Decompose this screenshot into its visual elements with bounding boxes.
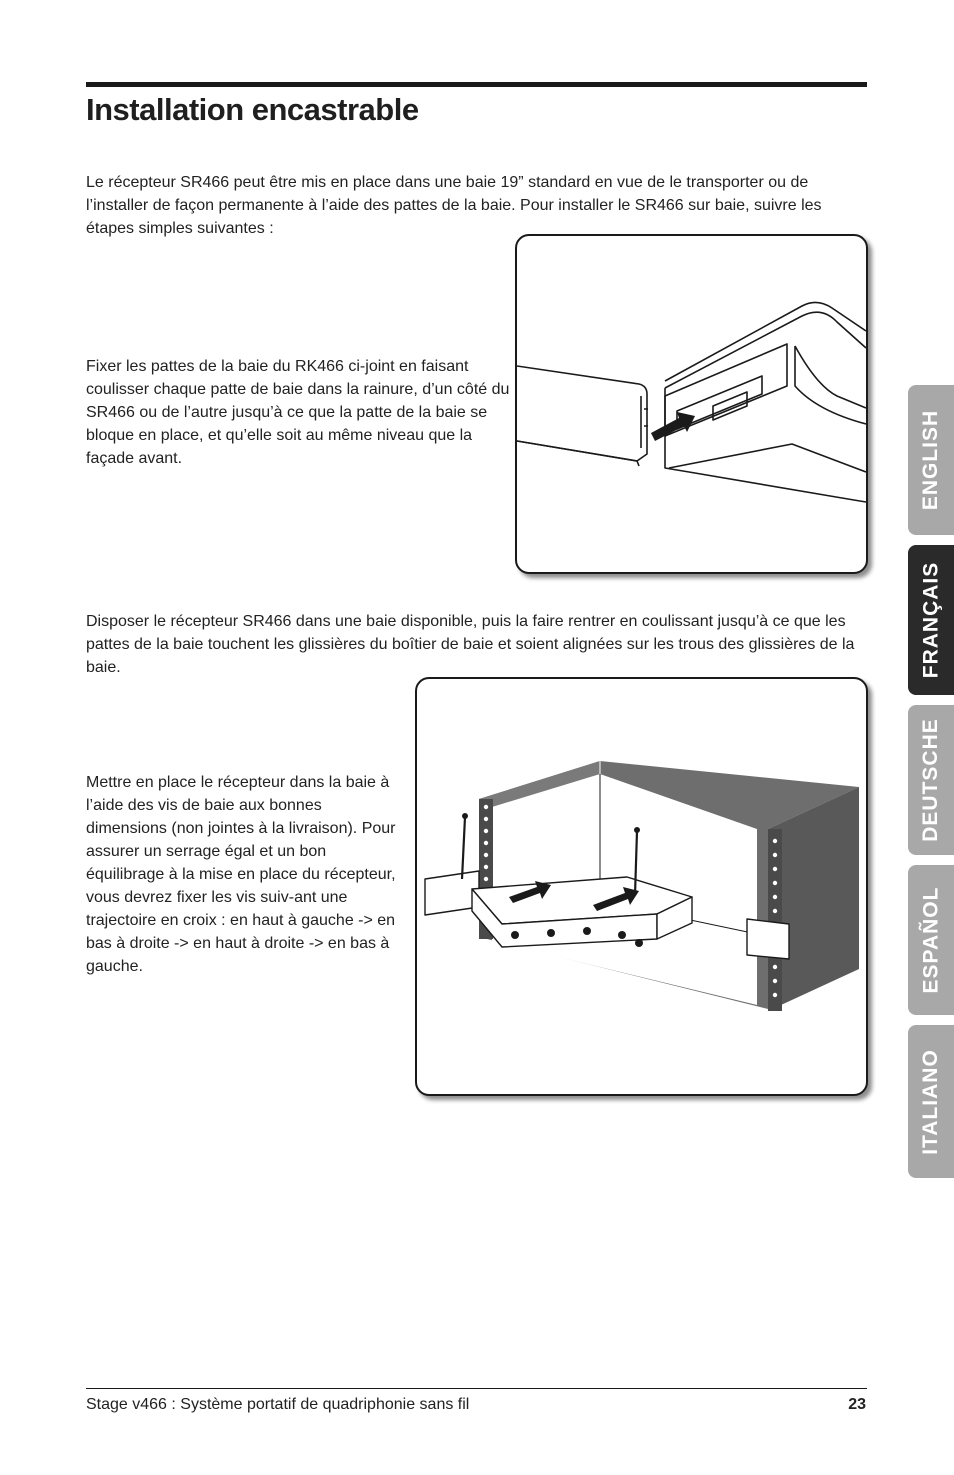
step1-paragraph: Fixer les pattes de la baie du RK466 ci-joint en faisant coulisser chaque patte de baie dans la rainure, d’un côté du SR466 ou de l’autre jusqu’à ce que la patte de la baie se bloque en place, et qu’elle soit au même niveau que la façade avant. bbox=[86, 358, 510, 467]
tab-deutsche-label: DEUTSCHE bbox=[919, 718, 943, 842]
step2-paragraph: Disposer le récepteur SR466 dans une baie disponible, puis la faire rentrer en coulissant jusqu’à ce que les pattes de la baie touchent les glissières du boîtier de baie et soient alignées sur les trous des glissières de la baie. bbox=[86, 613, 855, 676]
footer-rule bbox=[86, 1388, 867, 1389]
rack-mount-illustration bbox=[415, 677, 868, 1096]
step3-paragraph: Mettre en place le récepteur dans la baie à l’aide des vis de baie aux bonnes dimensions (non jointes à la livraison). Pour assurer un serrage égal et un bon équilibrage à la mise en place du récepteur, vous devrez fixer les vis suiv-ant une trajectoire en croix : en haut à gauche -> en bas à droite -> en haut à droite -> en bas à gauche. bbox=[86, 774, 396, 975]
footer-title: Stage v466 : Système portatif de quadriphonie sans fil bbox=[86, 1396, 470, 1413]
intro-paragraph: Le récepteur SR466 peut être mis en place dans une baie 19” standard en vue de le transporter ou de l’installer de façon permanente à l’aide des pattes de la baie. Pour installer le SR466 sur baie, suivre les étapes simples suivantes : bbox=[86, 174, 822, 237]
tab-espanol-label: ESPAÑOL bbox=[919, 886, 942, 994]
tab-italiano-label: ITALIANO bbox=[919, 1048, 943, 1155]
rack-ear-illustration bbox=[515, 234, 868, 574]
rack-ear-drawing bbox=[517, 236, 866, 572]
tab-deutsche[interactable] bbox=[908, 705, 954, 855]
tab-english-label: ENGLISH bbox=[919, 409, 942, 511]
top-rule bbox=[86, 82, 867, 87]
tab-espanol[interactable] bbox=[908, 865, 954, 1015]
tab-francais-label: FRANÇAIS bbox=[919, 561, 942, 679]
rack-cabinet-drawing bbox=[417, 679, 866, 1094]
tab-italiano[interactable] bbox=[908, 1025, 954, 1178]
page-number: 23 bbox=[848, 1396, 866, 1413]
page-title: Installation encastrable bbox=[86, 92, 419, 127]
tab-english[interactable] bbox=[908, 385, 954, 535]
tab-francais[interactable] bbox=[908, 545, 954, 695]
